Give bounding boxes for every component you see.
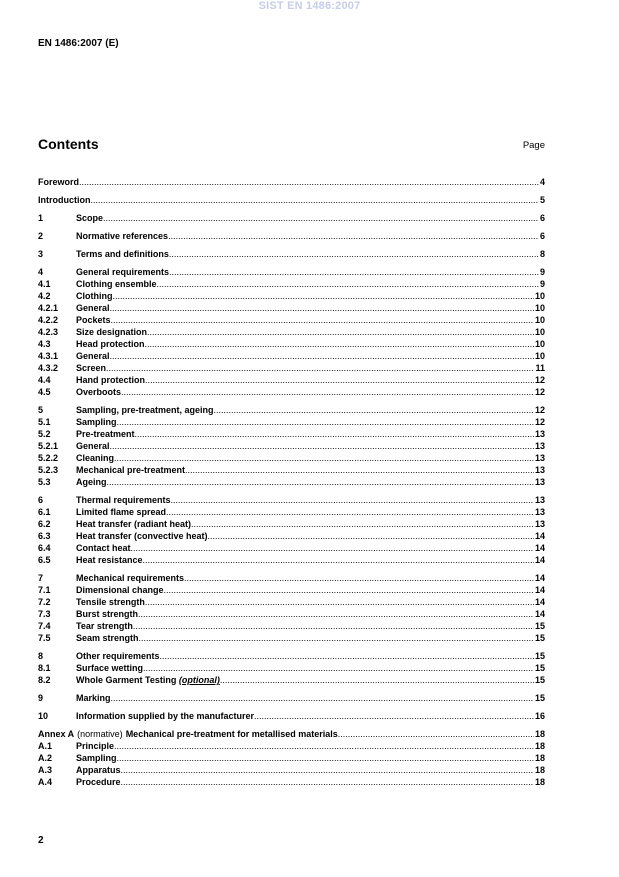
toc-entry-page: 14 — [534, 531, 545, 541]
toc-entry-title: Normative references — [76, 231, 169, 241]
dot-leader — [169, 248, 539, 260]
toc-entry-number: 7.5 — [38, 633, 51, 643]
toc-entry-page: 13 — [534, 495, 545, 505]
dot-leader — [145, 596, 534, 608]
toc-entry-page: 14 — [534, 585, 545, 595]
dot-leader — [214, 404, 534, 416]
toc-entry-title: Thermal requirements — [76, 495, 171, 505]
toc-entry-number: 4.2.2 — [38, 315, 59, 325]
dot-leader — [117, 416, 534, 428]
toc-entry[interactable] — [38, 338, 545, 350]
toc-entry-number: 5.2.3 — [38, 465, 59, 475]
toc-entry-page: 6 — [539, 213, 545, 223]
toc-entry-page: 15 — [534, 663, 545, 673]
toc-entry-page: 10 — [534, 291, 545, 301]
toc-entry-number: 7.1 — [38, 585, 51, 595]
toc-entry-title: Surface wetting — [76, 663, 144, 673]
toc-entry[interactable] — [38, 662, 545, 674]
dot-leader — [79, 176, 539, 188]
toc-entry[interactable] — [38, 194, 545, 206]
toc-entry-page: 4 — [539, 177, 545, 187]
toc-entry-title: Pre-treatment — [76, 429, 135, 439]
toc-entry-title: Size designation — [76, 327, 148, 337]
dot-leader — [111, 692, 534, 704]
dot-leader — [164, 584, 534, 596]
dot-leader — [110, 350, 534, 362]
toc-entry-title: Terms and definitions — [76, 249, 169, 259]
dot-leader — [114, 740, 534, 752]
toc-entry[interactable] — [38, 362, 545, 374]
toc-annex-subentry[interactable] — [38, 776, 545, 788]
toc-entry[interactable] — [38, 440, 545, 452]
toc-entry[interactable] — [38, 710, 545, 722]
toc-entry-page: 11 — [535, 363, 545, 373]
dot-leader — [145, 338, 534, 350]
toc-entry-page: 13 — [534, 453, 545, 463]
toc-entry[interactable] — [38, 530, 545, 542]
toc-entry[interactable] — [38, 674, 545, 686]
dot-leader — [185, 464, 534, 476]
toc-entry-page: 10 — [534, 327, 545, 337]
toc-entry-page: 15 — [534, 633, 545, 643]
dot-leader — [220, 674, 534, 686]
toc-entry-number: 2 — [38, 231, 44, 241]
toc-entry-title: Whole Garment Testing — [76, 675, 177, 685]
toc-entry-number: 4.2.3 — [38, 327, 59, 337]
dot-leader — [160, 650, 534, 662]
contents-title: Contents — [38, 136, 99, 152]
toc-entry-number: 8.1 — [38, 663, 51, 673]
toc-entry[interactable] — [38, 212, 545, 224]
toc-entry-title: Clothing ensemble — [76, 279, 157, 289]
toc-entry-number: 4.3 — [38, 339, 51, 349]
toc-entry-title: Procedure — [76, 777, 121, 787]
toc-entry-page: 15 — [534, 693, 545, 703]
toc-entry[interactable] — [38, 572, 545, 584]
toc-entry-page: 9 — [539, 267, 545, 277]
toc-entry[interactable] — [38, 230, 545, 242]
toc-entry-page: 13 — [534, 465, 545, 475]
toc-entry[interactable] — [38, 542, 545, 554]
toc-entry-number: 7.3 — [38, 609, 51, 619]
toc-entry-title: Scope — [76, 213, 104, 223]
toc-entry-optional: (optional) — [178, 675, 220, 685]
toc-annex-subentry[interactable] — [38, 752, 545, 764]
toc-entry-title: Mechanical pre-treatment — [76, 465, 186, 475]
toc-entry-page: 14 — [534, 543, 545, 553]
toc-entry-title: Limited flame spread — [76, 507, 167, 517]
toc-entry-page: 14 — [534, 597, 545, 607]
toc-entry-page: 10 — [534, 339, 545, 349]
toc-entry-title: General — [76, 441, 110, 451]
dot-leader — [145, 374, 534, 386]
toc-entry-number: 7.2 — [38, 597, 51, 607]
toc-entry-title: General requirements — [76, 267, 170, 277]
dot-leader — [110, 440, 534, 452]
toc-entry-page: 18 — [534, 765, 545, 775]
toc-entry[interactable] — [38, 326, 545, 338]
dot-leader — [113, 290, 534, 302]
toc-entry[interactable] — [38, 176, 545, 188]
toc-entry-page: 15 — [534, 675, 545, 685]
toc-annex-entry[interactable] — [38, 728, 545, 740]
toc-entry[interactable] — [38, 350, 545, 362]
toc-entry-number: 5 — [38, 405, 44, 415]
toc-entry-title: Information supplied by the manufacturer — [76, 711, 255, 721]
toc-entry-page: 10 — [534, 315, 545, 325]
page-number: 2 — [38, 835, 44, 846]
toc-entry-page: 15 — [534, 651, 545, 661]
table-of-contents — [38, 176, 545, 788]
toc-entry-number: 5.3 — [38, 477, 51, 487]
toc-entry[interactable] — [38, 506, 545, 518]
toc-entry-number: 3 — [38, 249, 44, 259]
toc-entry-title: Ageing — [76, 477, 107, 487]
dot-leader — [147, 326, 534, 338]
toc-entry[interactable] — [38, 452, 545, 464]
annex-normative: (normative) — [77, 729, 123, 739]
toc-entry-number: 5.2 — [38, 429, 51, 439]
dot-leader — [138, 608, 534, 620]
toc-entry[interactable] — [38, 632, 545, 644]
page-column-label: Page — [522, 140, 545, 151]
toc-entry-number: 5.2.2 — [38, 453, 59, 463]
dot-leader — [254, 710, 534, 722]
toc-entry-title: Sampling — [76, 753, 117, 763]
dot-leader — [121, 764, 534, 776]
dot-leader — [143, 554, 534, 566]
toc-entry-title: Burst strength — [76, 609, 139, 619]
dot-leader — [107, 476, 534, 488]
toc-entry-page: 6 — [539, 231, 545, 241]
toc-entry-number: 1 — [38, 213, 44, 223]
toc-entry-number: 6.5 — [38, 555, 51, 565]
toc-entry[interactable] — [38, 266, 545, 278]
toc-entry-title: Heat resistance — [76, 555, 143, 565]
dot-leader — [338, 728, 534, 740]
dot-leader — [110, 302, 534, 314]
dot-leader — [168, 230, 539, 242]
toc-entry-number: 7.4 — [38, 621, 51, 631]
toc-entry[interactable] — [38, 620, 545, 632]
toc-entry-page: 12 — [534, 417, 545, 427]
toc-entry-title: Introduction — [38, 195, 91, 205]
toc-entry-number: 4.5 — [38, 387, 51, 397]
dot-leader — [171, 494, 534, 506]
annex-page: 18 — [534, 729, 545, 739]
toc-entry-page: 13 — [534, 441, 545, 451]
toc-entry[interactable] — [38, 248, 545, 260]
toc-entry-title: Sampling — [76, 417, 117, 427]
toc-entry-page: 18 — [534, 777, 545, 787]
toc-entry-number: 5.2.1 — [38, 441, 59, 451]
watermark: SIST EN 1486:2007 — [258, 0, 361, 12]
toc-entry-number: 6.2 — [38, 519, 51, 529]
toc-entry-number: 6.3 — [38, 531, 51, 541]
toc-entry-title: Tensile strength — [76, 597, 145, 607]
toc-entry[interactable] — [38, 464, 545, 476]
toc-entry-number: 4.3.2 — [38, 363, 59, 373]
toc-entry-page: 13 — [534, 429, 545, 439]
toc-entry-page: 14 — [534, 573, 545, 583]
toc-entry[interactable] — [38, 374, 545, 386]
toc-entry-page: 18 — [534, 753, 545, 763]
toc-entry-title: Screen — [76, 363, 107, 373]
toc-entry[interactable] — [38, 278, 545, 290]
toc-entry-title: Tear strength — [76, 621, 133, 631]
dot-leader — [103, 212, 539, 224]
toc-entry[interactable] — [38, 554, 545, 566]
toc-entry-number: 4.2.1 — [38, 303, 59, 313]
toc-entry-page: 12 — [534, 405, 545, 415]
toc-entry-title: Marking — [76, 693, 111, 703]
toc-entry-title: General — [76, 303, 110, 313]
toc-entry-title: Sampling, pre-treatment, ageing — [76, 405, 214, 415]
toc-entry-number: 4.2 — [38, 291, 51, 301]
toc-entry[interactable] — [38, 404, 545, 416]
toc-entry[interactable] — [38, 476, 545, 488]
toc-entry-title: Cleaning — [76, 453, 115, 463]
toc-entry-number: 6.4 — [38, 543, 51, 553]
toc-entry-title: Mechanical requirements — [76, 573, 185, 583]
toc-entry[interactable] — [38, 608, 545, 620]
toc-entry-page: 12 — [534, 375, 545, 385]
toc-entry-title: General — [76, 351, 110, 361]
toc-entry-number: 6 — [38, 495, 44, 505]
toc-entry-title: Pockets — [76, 315, 111, 325]
toc-entry-title: Clothing — [76, 291, 113, 301]
toc-entry-page: 8 — [539, 249, 545, 259]
dot-leader — [143, 662, 534, 674]
toc-entry-title: Dimensional change — [76, 585, 164, 595]
toc-annex-subentry[interactable] — [38, 740, 545, 752]
dot-leader — [131, 542, 534, 554]
toc-entry-title: Principle — [76, 741, 115, 751]
dot-leader — [166, 506, 534, 518]
toc-entry-number: 5.1 — [38, 417, 51, 427]
dot-leader — [91, 194, 539, 206]
toc-entry-number: 7 — [38, 573, 44, 583]
document-id: EN 1486:2007 (E) — [38, 38, 119, 49]
toc-entry-number: 8 — [38, 651, 44, 661]
toc-entry-page: 12 — [534, 387, 545, 397]
dot-leader — [121, 776, 534, 788]
dot-leader — [121, 386, 534, 398]
dot-leader — [139, 632, 534, 644]
toc-entry-number: A.2 — [38, 753, 53, 763]
toc-entry-page: 13 — [534, 507, 545, 517]
toc-entry-page: 10 — [534, 351, 545, 361]
toc-entry-title: Overboots — [76, 387, 122, 397]
toc-entry-page: 5 — [539, 195, 545, 205]
toc-entry-title: Heat transfer (radiant heat) — [76, 519, 192, 529]
toc-entry[interactable] — [38, 290, 545, 302]
toc-entry-title: Contact heat — [76, 543, 131, 553]
toc-entry-number: 10 — [38, 711, 49, 721]
dot-leader — [133, 620, 534, 632]
toc-entry[interactable] — [38, 584, 545, 596]
toc-annex-subentry[interactable] — [38, 764, 545, 776]
toc-entry-page: 14 — [534, 609, 545, 619]
toc-entry-number: A.3 — [38, 765, 53, 775]
toc-entry-title: Other requirements — [76, 651, 160, 661]
toc-entry-page: 18 — [534, 741, 545, 751]
annex-label: Annex A — [38, 729, 75, 739]
toc-entry-title: Head protection — [76, 339, 145, 349]
toc-entry-title: Apparatus — [76, 765, 121, 775]
toc-entry-page: 13 — [534, 519, 545, 529]
toc-entry-number: 8.2 — [38, 675, 51, 685]
toc-entry-number: 4.4 — [38, 375, 51, 385]
toc-entry[interactable] — [38, 302, 545, 314]
toc-entry-title: Hand protection — [76, 375, 145, 385]
dot-leader — [114, 452, 534, 464]
dot-leader — [169, 266, 539, 278]
toc-entry-number: 9 — [38, 693, 44, 703]
toc-entry-page: 10 — [534, 303, 545, 313]
dot-leader — [184, 572, 534, 584]
dot-leader — [208, 530, 534, 542]
toc-entry-number: A.4 — [38, 777, 53, 787]
dot-leader — [191, 518, 534, 530]
toc-entry-page: 9 — [539, 279, 545, 289]
toc-entry[interactable] — [38, 596, 545, 608]
toc-entry-page: 14 — [534, 555, 545, 565]
toc-entry[interactable] — [38, 416, 545, 428]
annex-title: Mechanical pre-treatment for metallised materials — [125, 729, 338, 739]
toc-entry-number: 4 — [38, 267, 44, 277]
toc-entry-title: Heat transfer (convective heat) — [76, 531, 208, 541]
toc-entry-title: Seam strength — [76, 633, 139, 643]
toc-entry[interactable] — [38, 314, 545, 326]
dot-leader — [111, 314, 534, 326]
toc-entry-number: 6.1 — [38, 507, 51, 517]
toc-entry-number: 4.3.1 — [38, 351, 59, 361]
toc-entry[interactable] — [38, 650, 545, 662]
dot-leader — [157, 278, 539, 290]
toc-entry[interactable] — [38, 428, 545, 440]
toc-entry-page: 16 — [534, 711, 545, 721]
toc-entry[interactable] — [38, 692, 545, 704]
toc-entry-title: Foreword — [38, 177, 80, 187]
dot-leader — [117, 752, 534, 764]
dot-leader — [135, 428, 534, 440]
toc-entry-page: 15 — [534, 621, 545, 631]
dot-leader — [106, 362, 534, 374]
toc-entry[interactable] — [38, 518, 545, 530]
toc-entry-number: 4.1 — [38, 279, 51, 289]
toc-entry-page: 13 — [534, 477, 545, 487]
toc-entry[interactable] — [38, 386, 545, 398]
toc-entry-number: A.1 — [38, 741, 53, 751]
toc-entry[interactable] — [38, 494, 545, 506]
